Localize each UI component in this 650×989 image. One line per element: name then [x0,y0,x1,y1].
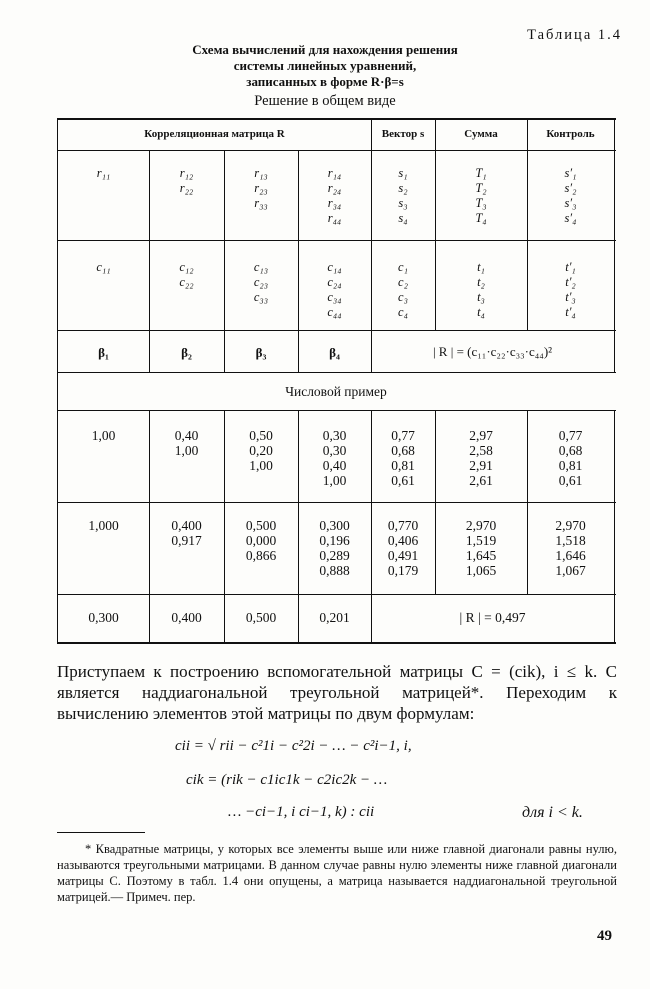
c-col-3: c₁₃ c₂₃ c₃₃ [253,260,269,304]
formula-condition: для i < k. [522,804,583,821]
beta-1: β₁ [98,345,109,360]
r-col-4: r₁₄ r₂₄ r₃₄ r₄₄ [327,166,342,225]
calculation-table [57,118,616,644]
caption-line-2: системы линейных уравнений, [233,58,417,73]
formula-cik: cik = (rik − c1ic1k − c2ic2k − … [186,772,388,788]
c-col-2: c₁₂ c₂₂ [179,260,194,289]
c-col-4: c₁₄ c₂₄ c₃₄ c₄₄ [327,260,342,319]
ex-r-col-1: 1,00 [91,428,116,443]
beta-3: β₃ [255,345,267,360]
ex-c-col-3: 0,500 0,000 0,866 [245,518,277,563]
ex-r-col-4: 0,30 0,30 0,40 1,00 [322,428,347,488]
ex-r-col-3: 0,50 0,20 1,00 [249,428,273,473]
caption-line-1: Схема вычислений для нахождения решения [192,42,458,57]
formula-cik-continued: … −ci−1, i ci−1, k) : cii [228,804,375,820]
ex-beta-1: 0,300 [88,610,119,625]
caption-line-3: записанных в форме R·β=s [246,74,404,89]
header-sum: Сумма [464,128,498,140]
table-number: Таблица 1.4 [527,27,622,43]
ex-sum-T-column: 2,97 2,58 2,91 2,61 [469,428,493,488]
body-paragraph: Приступаем к построению вспомогательной матрицы C = (cik), i ≤ k. C является наддиагональной треугольной матрицей*. Переходим к вычислению элементов этой матрицы по двум формулам: [57,662,617,723]
header-vector: Вектор s [381,128,425,140]
ex-beta-2: 0,400 [171,610,202,625]
beta-2: β₂ [181,345,192,360]
ex-r-col-2: 0,40 1,00 [174,428,199,458]
r-col-2: r₁₂ r₂₂ [179,166,194,195]
r-col-3: r₁₃ r₂₃ r₃₃ [254,166,268,210]
ex-control-t-column: 2,970 1,518 1,646 1,067 [555,518,586,578]
ex-c-col-1: 1,000 [88,518,119,533]
ex-control-s-column: 0,77 0,68 0,81 0,61 [558,428,583,488]
ex-vector-s-column: 0,77 0,68 0,81 0,61 [391,428,415,488]
vector-c-column: c₁ c₂ c₃ c₄ [398,260,408,319]
ex-beta-3: 0,500 [245,610,277,625]
ex-beta-4: 0,201 [319,610,350,625]
ex-c-col-2: 0,400 0,917 [171,518,202,548]
beta-4: β₄ [329,345,340,360]
table-subtitle: Решение в общем виде [254,93,396,109]
vector-s-column: s₁ s₂ s₃ s₄ [398,166,408,225]
determinant-formula: | R | = (c₁₁·c₂₂·c₃₃·c₄₄)² [432,344,553,359]
ex-determinant: | R | = 0,497 [459,610,526,625]
ex-vector-c-column: 0,770 0,406 0,491 0,179 [387,518,419,578]
ex-sum-t-column: 2,970 1,519 1,645 1,065 [465,518,497,578]
footnote: * Квадратные матрицы, у которых все элементы выше или ниже главной диагонали равны нулю, называются треугольными матрицами. В данном случае равны нулю элементы ниже главной диагонали матрицы C. Поэтому в табл. 1.4 они опущены, а матрица называется наддиагональной треугольной матрицей.— Примеч. пер. [57,842,617,904]
numeric-example-title: Числовой пример [285,384,387,399]
sum-t-column: t₁ t₂ t₃ t₄ [477,260,485,319]
footnote-divider [57,832,145,833]
r-col-1: r₁₁ [96,166,111,180]
formula-cii: cii = √ rii − c²1i − c²2i − … − c²i−1, i, [175,738,412,754]
sum-T-column: T₁ T₂ T₃ T₄ [475,166,487,225]
control-t-column: t′₁ t′₂ t′₃ t′₄ [565,260,576,319]
header-control: Контроль [546,128,595,140]
ex-c-col-4: 0,300 0,196 0,289 0,888 [319,518,350,578]
page-number: 49 [597,928,612,944]
c-col-1: c₁₁ [96,260,111,274]
control-s-column: s′₁ s′₂ s′₃ s′₄ [564,166,577,225]
header-correlation-matrix: Корреляционная матрица R [144,128,285,140]
